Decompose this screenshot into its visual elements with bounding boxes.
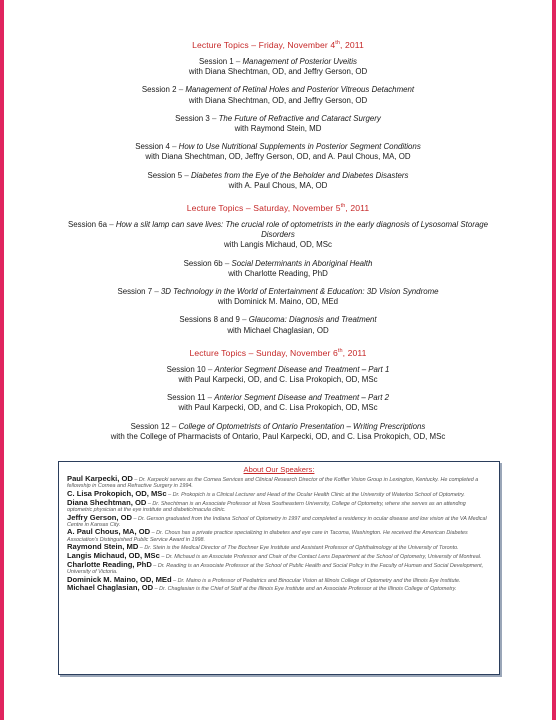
speaker-bio: Langis Michaud, OD, MSc – Dr. Michaud is an Associate Professor and Chair of the Contact Lens Department at the School of Optometry, University of Montreal.: [67, 551, 482, 561]
session-6a: Session 6a – How a slit lamp can save lives: The crucial role of optometrists in the early diagnosis of Lysosomal Storage Disorders with Langis Michaud, OD, MSc: [67, 220, 489, 250]
sessions-8-9: Sessions 8 and 9 – Glaucoma: Diagnosis and Treatment with Michael Chaglasian, OD: [179, 315, 377, 335]
session-2: Session 2 – Management of Retinal Holes and Posterior Vitreous Detachment with Diana Shechtman, OD, and Jeffry Gerson, OD: [141, 85, 415, 105]
about-speakers-box: [58, 461, 500, 675]
speaker-bio: C. Lisa Prokopich, OD, MSc – Dr. Prokopich is a Clinical Lecturer and Head of the Ocular Health Clinic at the University of Waterloo School of Optometry.: [67, 488, 465, 498]
session-5: Session 5 – Diabetes from the Eye of the Beholder and Diabetes Disasters with A. Paul Chous, MA, OD: [147, 170, 409, 190]
session-6b: Session 6b – Social Determinants in Aboriginal Health with Charlotte Reading, PhD: [183, 258, 373, 278]
speaker-bio: Diana Shechtman, OD – Dr. Shechtman is an Associate Professor at Nova Southeastern University, College of Optometry, where she serves as an attending optometric physician at the eye institute and diabetic/macula clinic.: [67, 497, 466, 513]
speaker-bio: Michael Chaglasian, OD – Dr. Chaglasian is the Chief of Staff at the Illinois Eye Institute and an Associate Professor at the Illinois College of Optometry.: [67, 583, 457, 593]
session-12: Session 12 – College of Optometrists of Ontario Presentation – Writing Prescriptions with the College of Pharmacists of Ontario, Paul Karpecki, OD, and C. Lisa Prokopich, OD, MSc: [110, 421, 446, 441]
about-speakers-heading: About Our Speakers:: [243, 465, 315, 474]
session-10: Session 10 – Anterior Segment Disease and Treatment – Part 1 with Paul Karpecki, OD, and C. Lisa Prokopich, OD, MSc: [166, 364, 390, 385]
speaker-bio: Charlotte Reading, PhD – Dr. Reading is an Associate Professor at the School of Public Health and Social Policy in the Faculty of Human and Social Development, University of Victoria.: [67, 559, 484, 575]
speaker-bio: Jeffry Gerson, OD – Dr. Gerson graduated from the Indiana School of Optometry in 1997 and completed a residency in ocular disease and low vision at the VA Medical Centre in Kansas City.: [67, 512, 487, 528]
session-7: Session 7 – 3D Technology in the World of Entertainment & Education: 3D Vision Syndrome with Dominick M. Maino, OD, MEd: [117, 287, 439, 307]
lecture-schedule: [58, 40, 498, 450]
day-header-friday: Lecture Topics – Friday, November 4th, 2011: [192, 40, 364, 50]
session-4: Session 4 – How to Use Nutritional Supplements in Posterior Segment Conditions with Diana Shechtman, OD, Jeffry Gerson, OD, and A. Paul Chous, MA, OD: [135, 142, 421, 162]
session-1: Session 1 – Management of Posterior Uveitis with Diana Shechtman, OD, and Jeffry Gerson, OD: [188, 57, 368, 77]
session-11: Session 11 – Anterior Segment Disease and Treatment – Part 2 with Paul Karpecki, OD, and C. Lisa Prokopich, OD, MSc: [166, 393, 390, 413]
speaker-bio: Raymond Stein, MD – Dr. Stein is the Medical Director of The Bochner Eye Institute and Assistant Professor of Ophthalmology at the University of Toronto.: [67, 542, 459, 552]
speaker-bio: Paul Karpecki, OD – Dr. Karpecki serves as the Cornea Services and Clinical Research Director of the Koffler Vision Group in Lexington, Kentucky. He completed a fellowship in Cornea and Refractive Surgery in 1994.: [67, 474, 479, 490]
day-header-saturday: Lecture Topics – Saturday, November 5th, 2011: [186, 203, 370, 214]
speaker-bio: Dominick M. Maino, OD, MEd – Dr. Maino is a Professor of Pediatrics and Binocular Vision at Illinois College of Optometry and the Illinois Eye Institute.: [67, 574, 461, 584]
speaker-bio: A. Paul Chous, MA, OD – Dr. Chous has a private practice specializing in diabetes and eye care in Tacoma, Washington. He received the American Diabetes Association's Distinguished Public Service Award in 1998.: [67, 527, 468, 543]
day-header-sunday: Lecture Topics – Sunday, November 6th, 2011: [189, 347, 367, 358]
session-3: Session 3 – The Future of Refractive and Cataract Surgery with Raymond Stein, MD: [175, 113, 381, 134]
